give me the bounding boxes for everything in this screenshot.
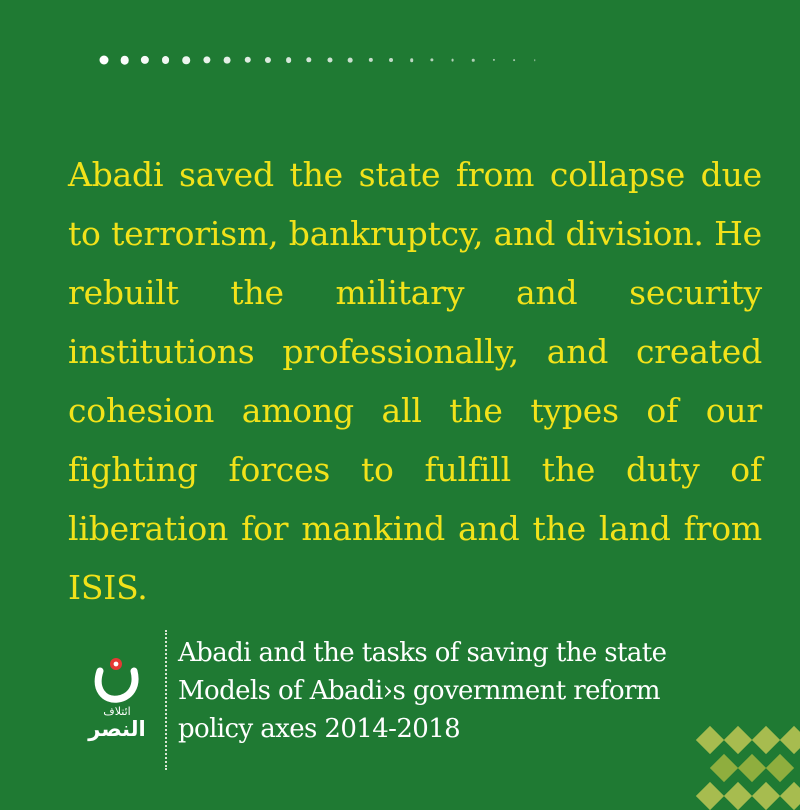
caption-line-2: Models of Abadi›s government reform xyxy=(178,676,660,706)
decorative-diamond-pattern xyxy=(690,728,800,793)
decorative-dot xyxy=(492,59,494,61)
decorative-dot xyxy=(120,56,129,65)
decorative-dot-row xyxy=(96,52,556,68)
nasr-coalition-logo xyxy=(78,655,156,745)
logo-small-text: ائتلاف xyxy=(103,705,131,718)
decorative-dot xyxy=(327,57,332,62)
decorative-dot xyxy=(410,58,414,62)
decorative-dot xyxy=(203,56,210,63)
decorative-dot xyxy=(244,57,250,63)
decorative-dot xyxy=(368,58,372,62)
dotted-divider xyxy=(165,630,167,770)
caption-line-1: Abadi and the tasks of saving the state xyxy=(178,638,667,668)
decorative-diamond xyxy=(696,782,724,810)
decorative-diamond xyxy=(724,782,752,810)
decorative-diamond xyxy=(738,754,766,782)
logo-big-text: النصر xyxy=(88,717,146,741)
decorative-dot xyxy=(430,58,433,61)
decorative-diamond xyxy=(696,726,724,754)
decorative-diamond xyxy=(780,782,800,810)
decorative-dot xyxy=(182,56,190,64)
quote-text: Abadi saved the state from collapse due to terrorism, bankruptcy, and division. He rebuilt the military and security institutions professionally, and created cohesion among all the types of our fighting forces to fulfill the duty of liberation for mankind and the land from ISIS. xyxy=(68,155,762,607)
decorative-dot xyxy=(472,59,475,62)
decorative-dot xyxy=(306,57,311,62)
decorative-dot xyxy=(513,59,515,61)
decorative-dot xyxy=(389,58,393,62)
decorative-dot xyxy=(265,57,271,63)
decorative-diamond xyxy=(752,782,780,810)
decorative-dot xyxy=(224,57,231,64)
decorative-dot xyxy=(348,58,353,63)
decorative-diamond xyxy=(752,726,780,754)
decorative-dot xyxy=(451,59,454,62)
caption-line-3: policy axes 2014-2018 xyxy=(178,714,461,744)
decorative-dot xyxy=(534,59,536,61)
decorative-dot xyxy=(286,57,292,63)
decorative-diamond xyxy=(766,754,794,782)
decorative-diamond xyxy=(724,726,752,754)
decorative-diamond xyxy=(780,726,800,754)
caption-block xyxy=(178,634,778,748)
decorative-dot xyxy=(141,56,149,64)
decorative-diamond xyxy=(710,754,738,782)
decorative-dot xyxy=(162,56,170,64)
logo-mark-icon xyxy=(94,655,140,703)
decorative-dot xyxy=(100,56,109,65)
